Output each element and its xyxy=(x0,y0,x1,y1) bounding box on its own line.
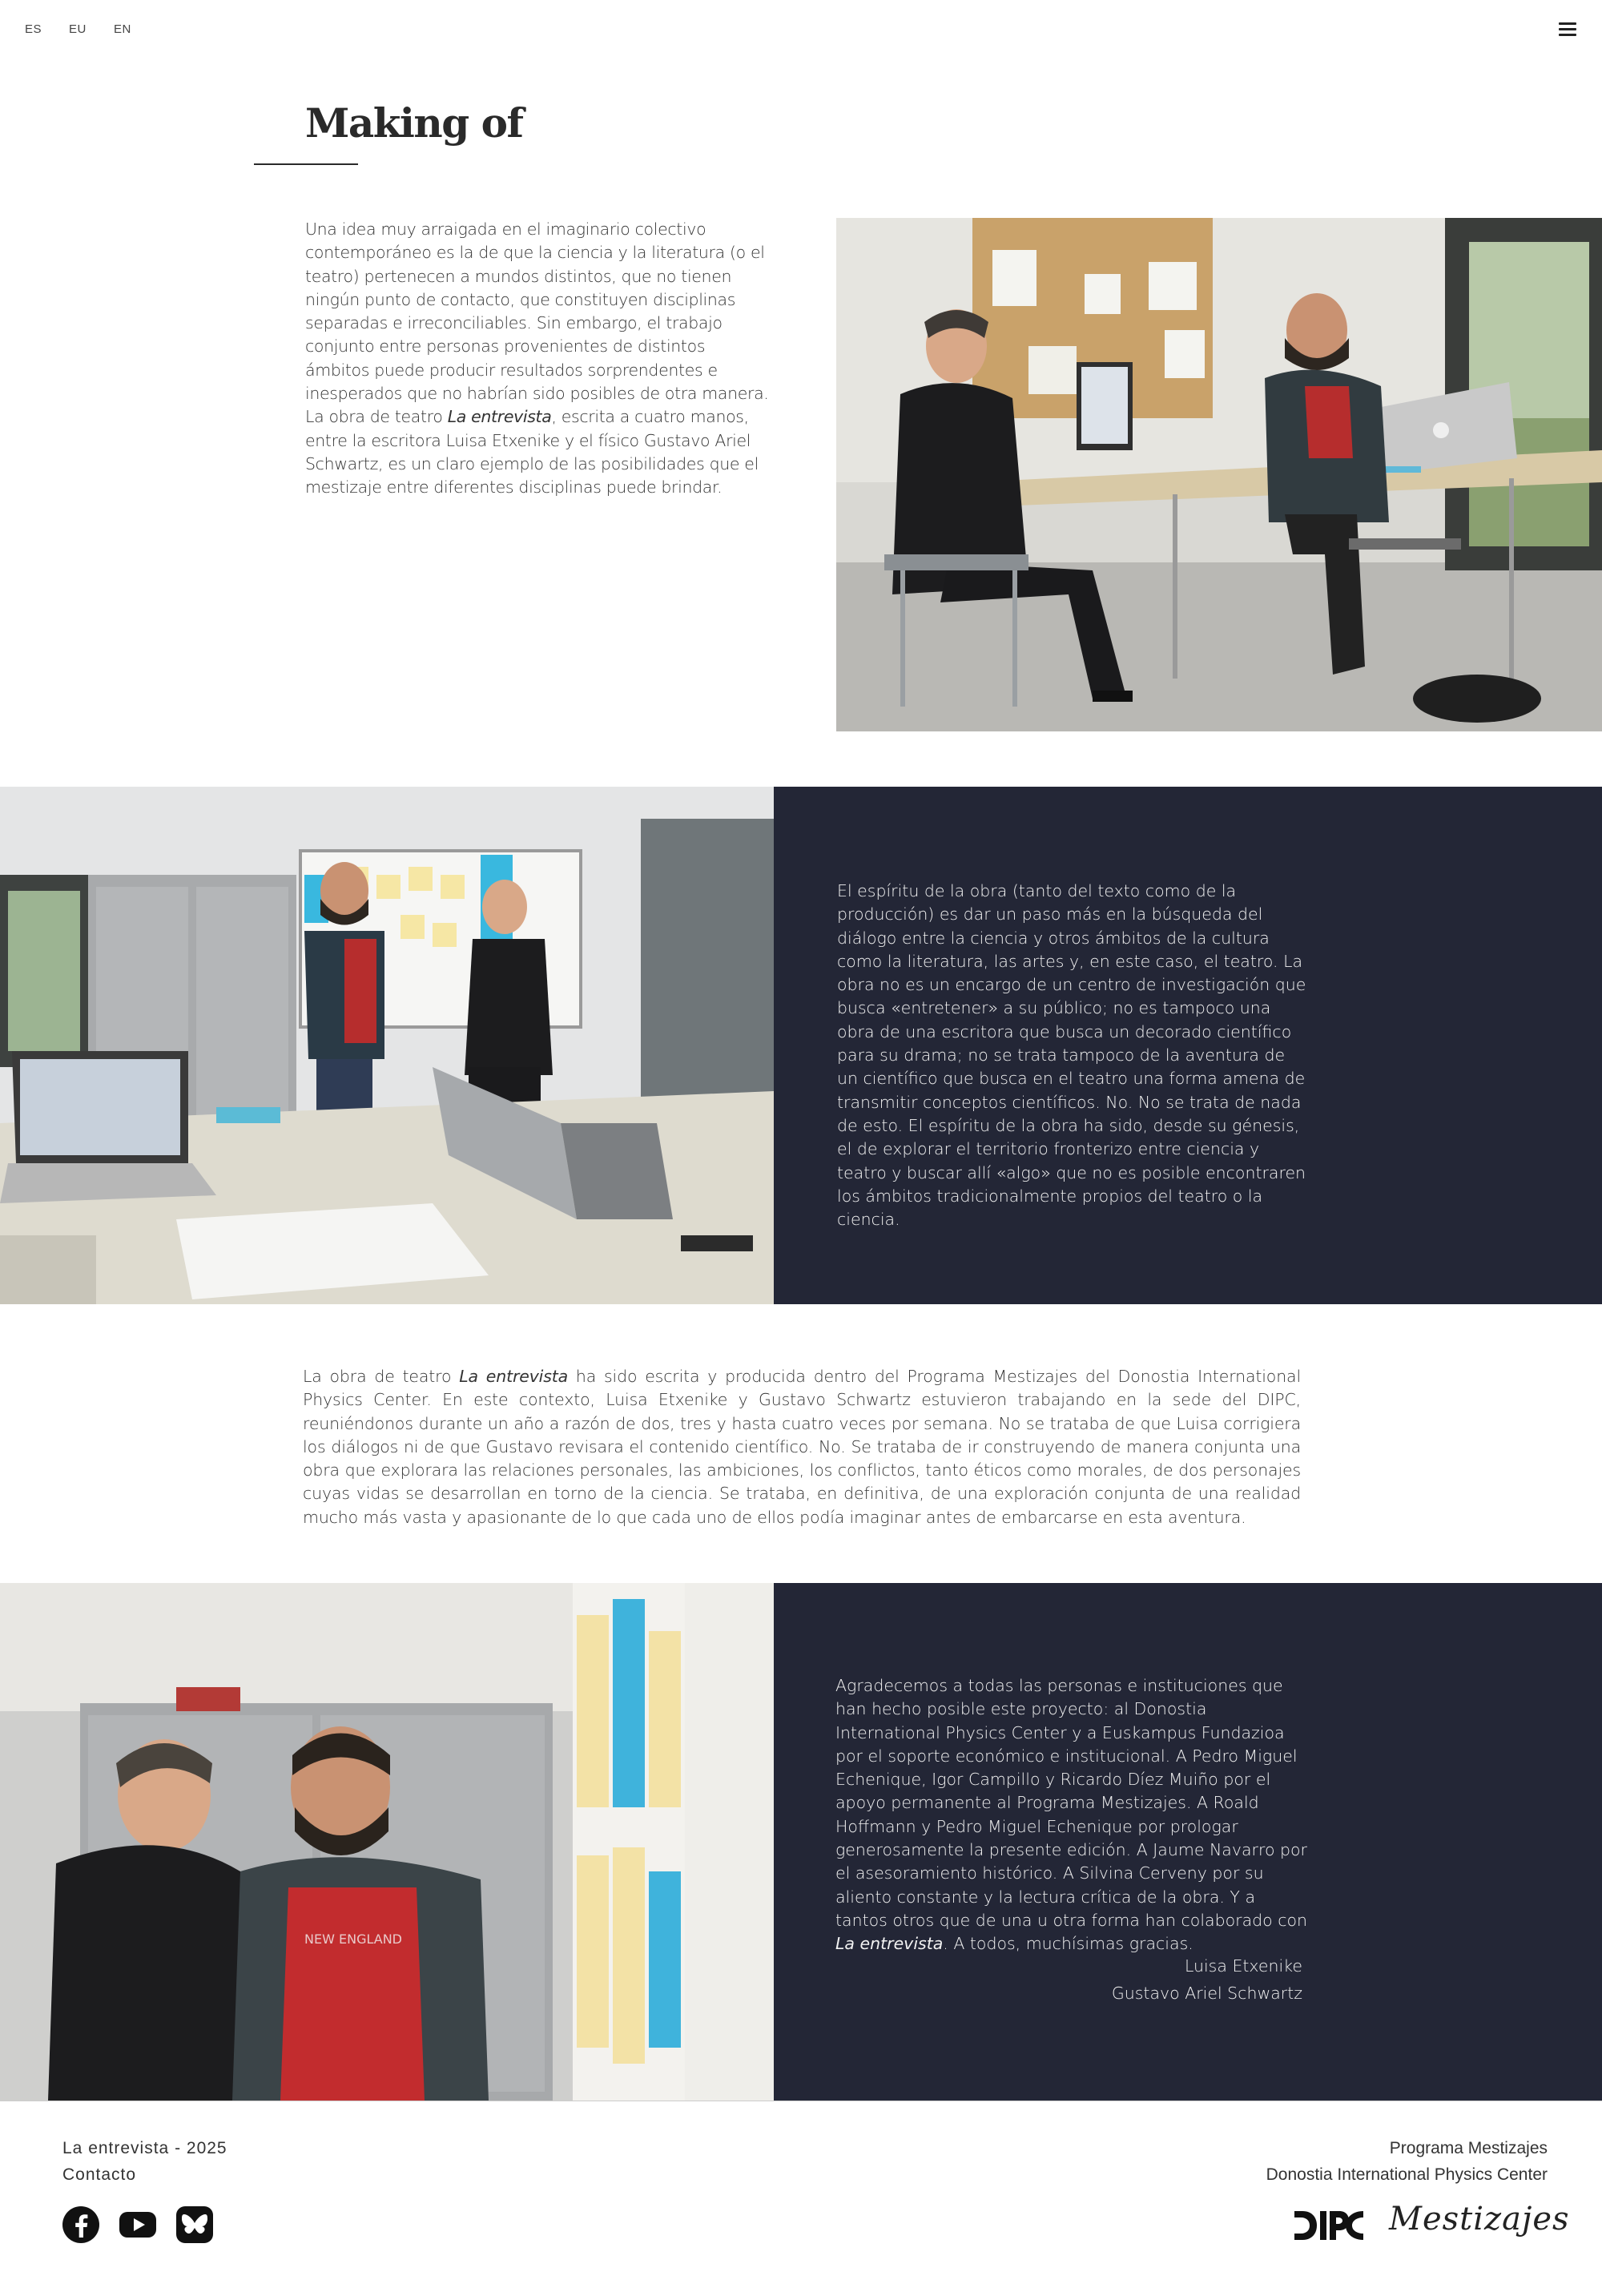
menu-icon[interactable] xyxy=(1559,22,1576,37)
page-title: Making of xyxy=(305,99,523,147)
footer xyxy=(0,2101,1602,2296)
signature-etxenike: Luisa Etxenike xyxy=(1184,1956,1302,1976)
title-underline xyxy=(254,163,358,165)
intro-paragraph: Una idea muy arraigada en el imaginario colectivo contemporáneo es la de que la ciencia y la literatura (o el teatro) pertenecen a mundos distintos, que no tienen ningún punto de contacto, que constituyen disciplinas separadas e irreconciliables. Sin embargo, el trabajo conjunto entre personas provenientes de distintos ámbitos puede producir resultados sorprendentes e inesperados que no habrían sido posibles de otra manera. La obra de teatro La entrevista, escrita a cuatro manos, entre la escritora Luisa Etxenike y el físico Gustavo Ariel Schwartz, es un claro ejemplo de las posibilidades que el mestizaje entre diferentes disciplinas puede brindar. xyxy=(305,220,769,497)
footer-program: Programa Mestizajes xyxy=(1389,2139,1548,2157)
signature-schwartz: Gustavo Ariel Schwartz xyxy=(1111,1984,1302,2003)
lang-en-link[interactable]: EN xyxy=(114,22,131,36)
top-bar xyxy=(0,0,1602,58)
footer-center: Donostia International Physics Center xyxy=(1266,2165,1548,2184)
lang-eu-link[interactable]: EU xyxy=(69,22,87,36)
lang-es-link[interactable]: ES xyxy=(25,22,42,36)
photo-office-meeting xyxy=(836,218,1602,731)
acknowledgements-paragraph: Agradecemos a todas las personas e instituciones que han hecho posible este proyecto: al Donostia International Physics Center y a Euskampus Fundazioa por el soporte económico e institucional. A Pedro Miguel Echenique, Igor Campillo y Ricardo Díez Muiño por el apoyo permanente al Programa Mestizajes. A Roald Hoffmann y Pedro Miguel Echenique por prologar generosamente la presente edición. A Jaume Navarro por el asesoramiento histórico. A Silvina Cerveny por su aliento constante y la lectura crítica de la obra. Y a tantos otros que de una u otra forma han colaborado con La entrevista. A todos, muchísimas gracias. xyxy=(835,1676,1308,1954)
photo-authors xyxy=(0,1583,774,2101)
footer-right xyxy=(1266,2135,1548,2188)
production-paragraph: La obra de teatro La entrevista ha sido escrita y producida dentro del Programa Mestizajes del Donostia International Physics Center. En este contexto, Luisa Etxenike y Gustavo Schwartz estuvieron trabajando en la sede del DIPC, reuniéndonos durante un año a razón de dos, tres y hasta cuatro veces por semana. No se trataba de que Luisa corrigiera los diálogos ni de que Gustavo revisara el contenido científico. No. Se trataba de ir construyendo de manera conjunta una obra que explorara las relaciones personales, las ambiciones, los conflictos, tanto éticos como morales, de dos personajes cuyas vidas se desarrollan en torno de la ciencia. Se trataba, en definitiva, de una exploración conjunta de una realidad mucho más vasta y apasionante de lo que cada uno de ellos podía imaginar antes de embarcarse en esta aventura. xyxy=(303,1367,1301,1527)
dipc-logo xyxy=(1293,2208,1365,2247)
youtube-icon[interactable] xyxy=(119,2205,157,2244)
facebook-icon[interactable] xyxy=(62,2205,100,2244)
footer-copyright: La entrevista - 2025 xyxy=(62,2139,227,2157)
contact-link[interactable]: Contacto xyxy=(62,2165,137,2184)
footer-left xyxy=(62,2135,227,2188)
spirit-paragraph: El espíritu de la obra (tanto del texto como de la producción) es dar un paso más en la búsqueda del diálogo entre la ciencia y otros ámbitos de la cultura como la literatura, las artes y, en este caso, el teatro. La obra no es un encargo de un centro de investigación que busca «entretener» a su público; no es tampoco una obra de una escritora que busca un decorado científico para su drama; no se trata tampoco de la aventura de un científico que busca en el teatro una forma amena de transmitir conceptos científicos. No. No se trata de nada de esto. El espíritu de la obra ha sido, desde su génesis, el de explorar el territorio fronterizo entre ciencia y teatro y buscar allí «algo» que no es posible encontraren los ámbitos tradicionalmente propios del teatro o la ciencia. xyxy=(837,881,1306,1230)
bluesky-icon[interactable] xyxy=(175,2205,214,2244)
photo-whiteboard xyxy=(0,787,774,1304)
mestizajes-logo: Mestizajes xyxy=(1389,2201,1570,2238)
svg-text:NEW ENGLAND: NEW ENGLAND xyxy=(304,1931,402,1947)
